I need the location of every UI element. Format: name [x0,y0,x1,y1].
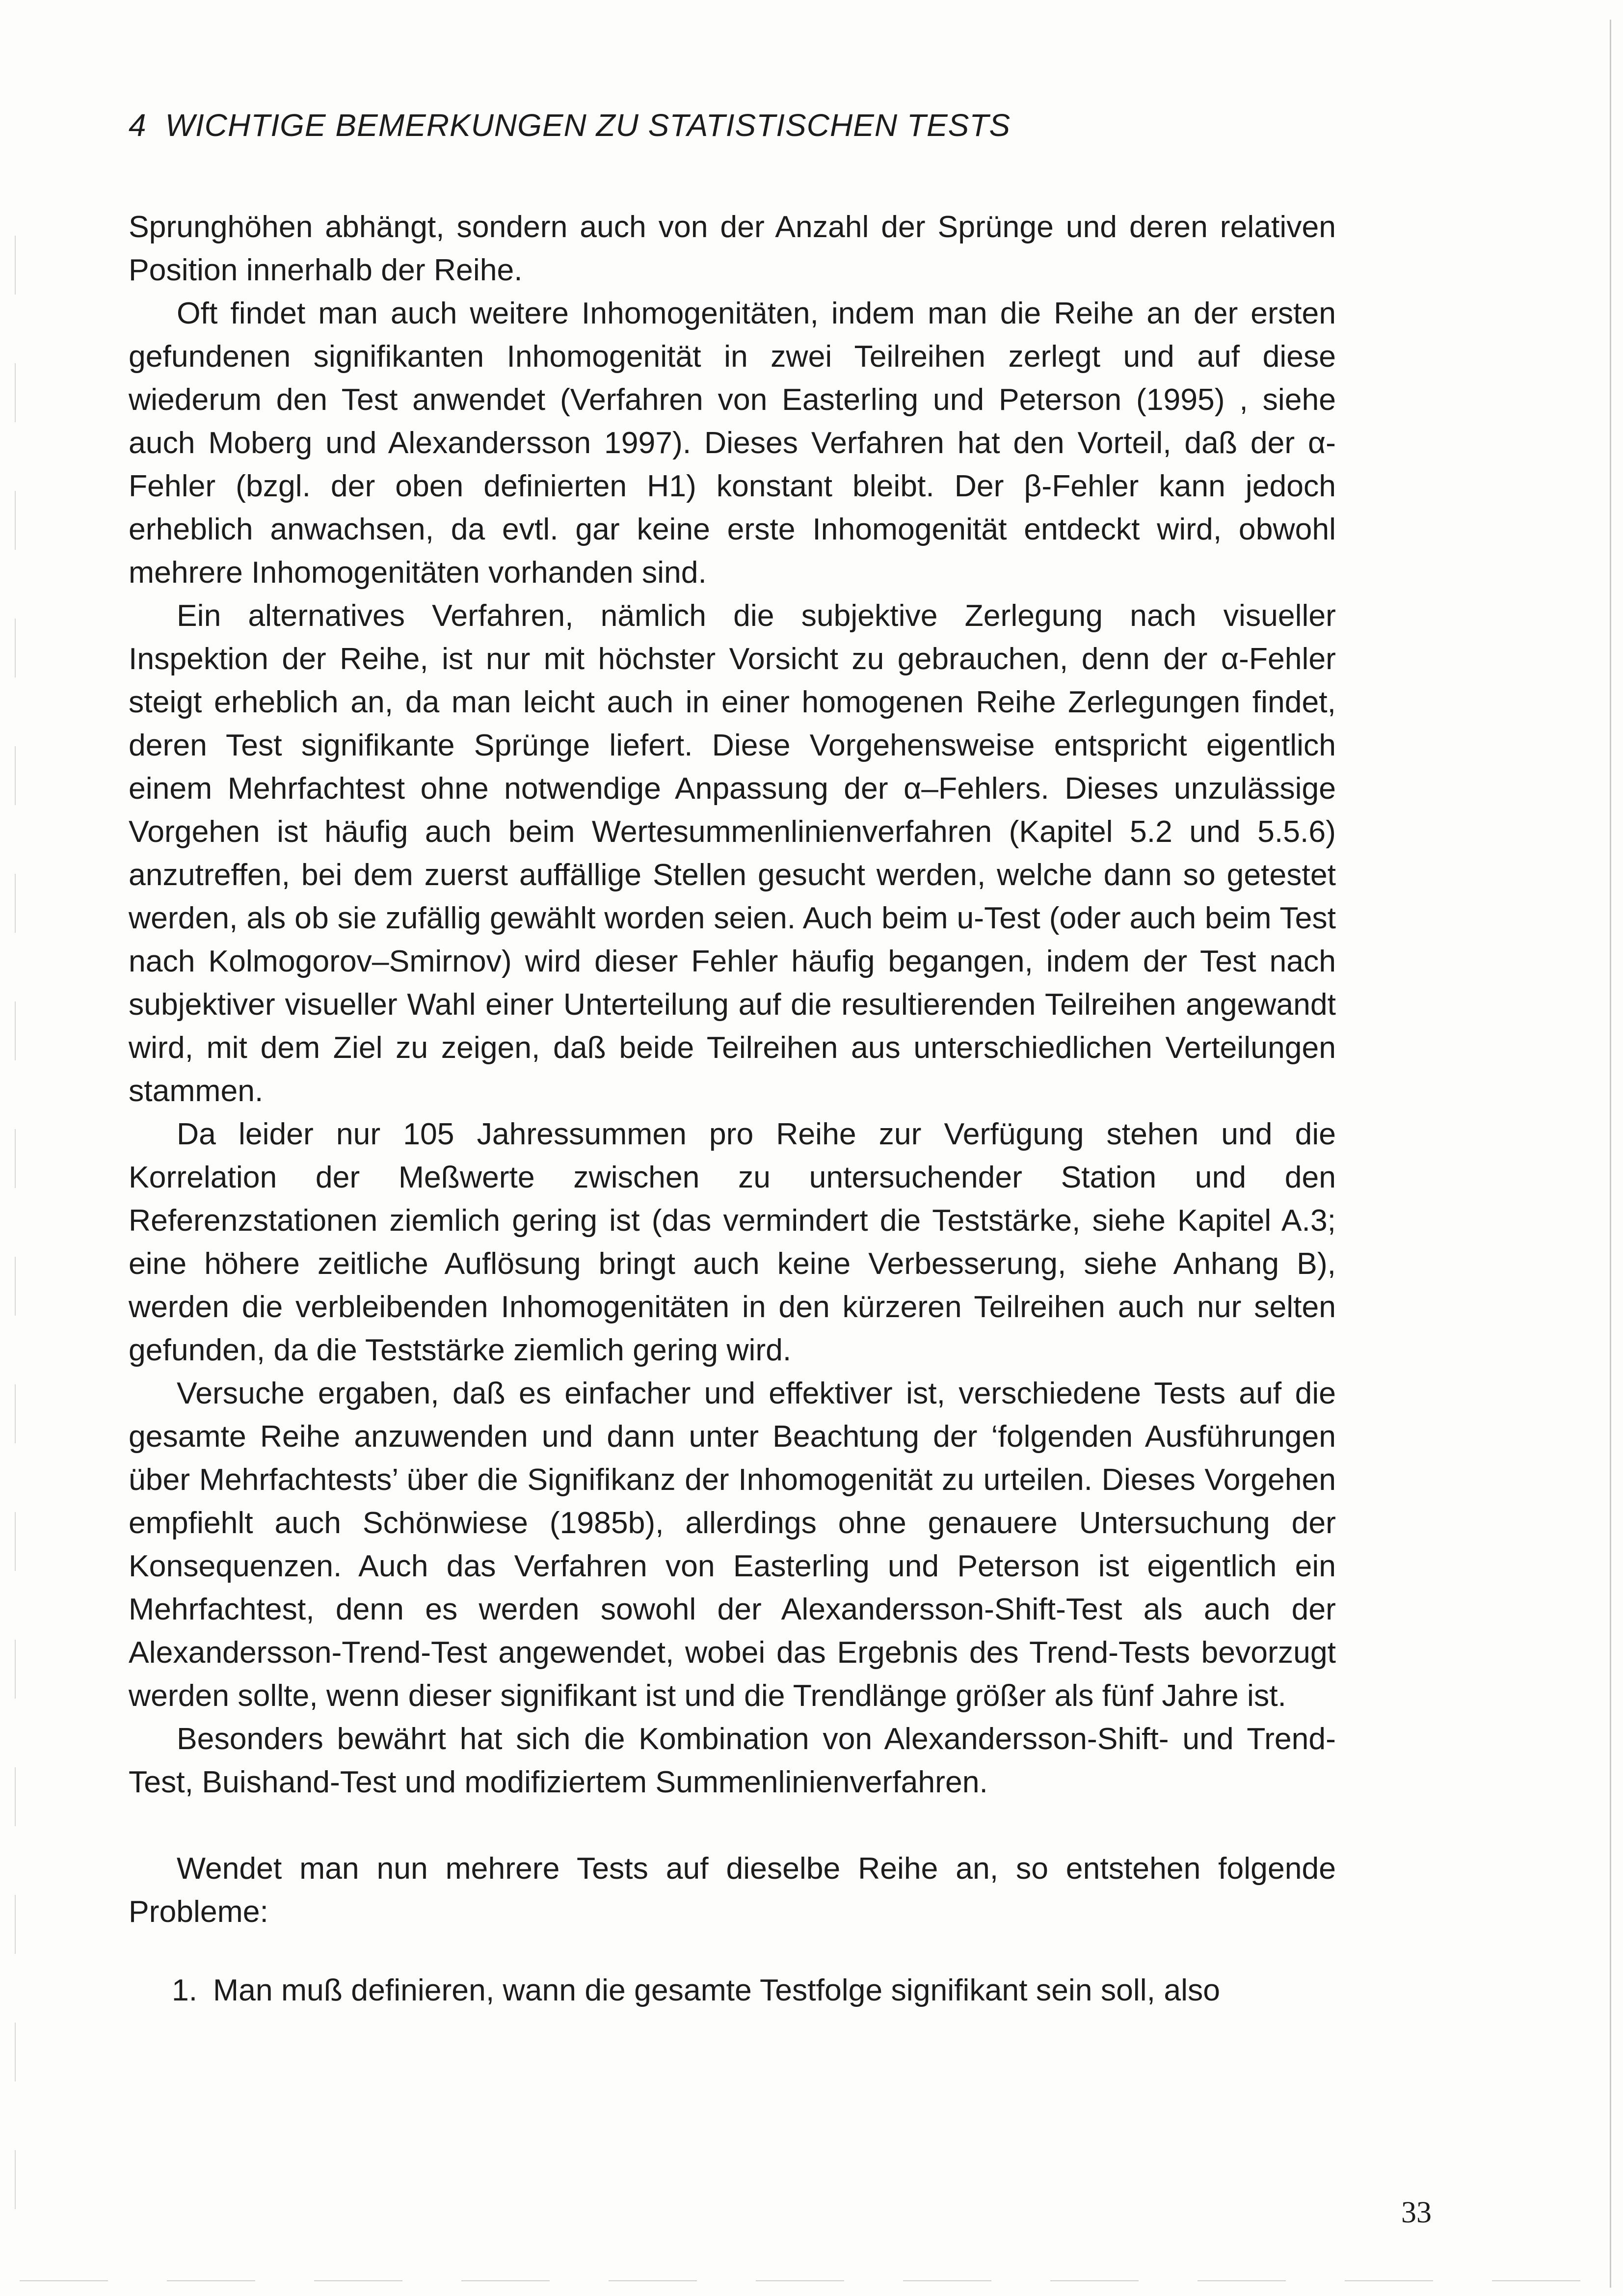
chapter-number: 4 [129,108,147,143]
list-item-text: Man muß definieren, wann die gesamte Testfolge signifikant sein soll, also [213,1973,1221,2007]
problem-list [129,1969,1336,2012]
list-item-number: 1. [172,1973,198,2007]
chapter-title: WICHTIGE BEMERKUNGEN ZU STATISTISCHEN TESTS [165,108,1011,143]
scan-edge-bottom [20,2280,1605,2281]
paragraph-annual-sums: Da leider nur 105 Jahressummen pro Reihe zur Verfügung stehen und die Korrelation der Meßwerte zwischen zu untersuchender Station und den Referenzstationen ziemlich gering ist (das vermindert die Teststärke, siehe Kapitel A.3; eine höhere zeitliche Auflösung bringt auch keine Verbesserung, siehe Anhang B), werden die verbleibenden Inhomogenitäten in den kürzeren Teilreihen auch nur selten gefunden, da die Teststärke ziemlich gering wird. [129,1117,1336,1367]
paragraph-combination: Besonders bewährt hat sich die Kombination von Alexandersson-Shift- und Trend-Test, Buishand-Test und modifiziertem Summenlinienverfahren. [129,1722,1336,1799]
paragraph-easterling: Oft findet man auch weitere Inhomogenitäten, indem man die Reihe an der ersten gefundenen signifikanten Inhomogenität in zwei Teilreihen zerlegt und auf diese wiederum den Test anwendet (Verfahren von Easterling und Peterson (1995) , siehe auch Moberg und Alexandersson 1997). Dieses Verfahren hat den Vorteil, daß der α-Fehler (bzgl. der oben definierten H1) konstant bleibt. Der β-Fehler kann jedoch erheblich anwachsen, da evtl. gar keine erste Inhomogenität entdeckt wird, obwohl mehrere Inhomogenitäten vorhanden sind. [129,296,1336,590]
running-header [129,107,1011,143]
paragraph-experiments: Versuche ergaben, daß es einfacher und effektiver ist, verschiedene Tests auf die gesamte Reihe anzuwenden und dann unter Beachtung der ‘folgenden Ausführungen über Mehrfachtests’ über die Signifikanz der Inhomogenität zu urteilen. Dieses Vorgehen empfiehlt auch Schönwiese (1985b), allerdings ohne genauere Untersuchung der Konsequenzen. Auch das Verfahren von Easterling und Peterson ist eigentlich ein Mehrfachtest, denn es werden sowohl der Alexandersson-Shift-Test als auch der Alexandersson-Trend-Test angewendet, wobei das Ergebnis des Trend-Tests bevorzugt werden sollte, wenn dieser signifikant ist und die Trendlänge größer als fünf Jahre ist. [129,1376,1336,1713]
page-number: 33 [1401,2196,1432,2229]
paragraph-multiple-tests: Wendet man nun mehrere Tests auf dieselbe Reihe an, so entstehen folgende Probleme: [129,1851,1336,1929]
scan-edge-left [15,236,16,2273]
paragraph-subjective-split: Ein alternatives Verfahren, nämlich die subjektive Zerlegung nach visueller Inspektion der Reihe, ist nur mit höchster Vorsicht zu gebrauchen, denn der α-Fehler steigt erheblich an, da man leicht auch in einer homogenen Reihe Zerlegungen findet, deren Test signifikante Sprünge liefert. Diese Vorgehensweise entspricht eigentlich einem Mehrfachtest ohne notwendige Anpassung der α–Fehlers. Dieses unzulässige Vorgehen ist häufig auch beim Wertesummenlinienverfahren (Kapitel 5.2 und 5.5.6) anzutreffen, bei dem zuerst auffällige Stellen gesucht werden, welche dann so getestet werden, als ob sie zufällig gewählt worden seien. Auch beim u-Test (oder auch beim Test nach Kolmogorov–Smirnov) wird dieser Fehler häufig begangen, indem der Test nach subjektiver visueller Wahl einer Unterteilung auf die resultierenden Teilreihen angewandt wird, mit dem Ziel zu zeigen, daß beide Teilreihen aus unterschiedlichen Verteilungen stammen. [129,598,1336,1108]
scan-edge-right [1610,20,1611,2288]
list-item [129,1969,1336,2012]
body-text [129,205,1336,2012]
paragraph-continued: Sprunghöhen abhängt, sondern auch von der Anzahl der Sprünge und deren relativen Position innerhalb der Reihe. [129,210,1336,287]
